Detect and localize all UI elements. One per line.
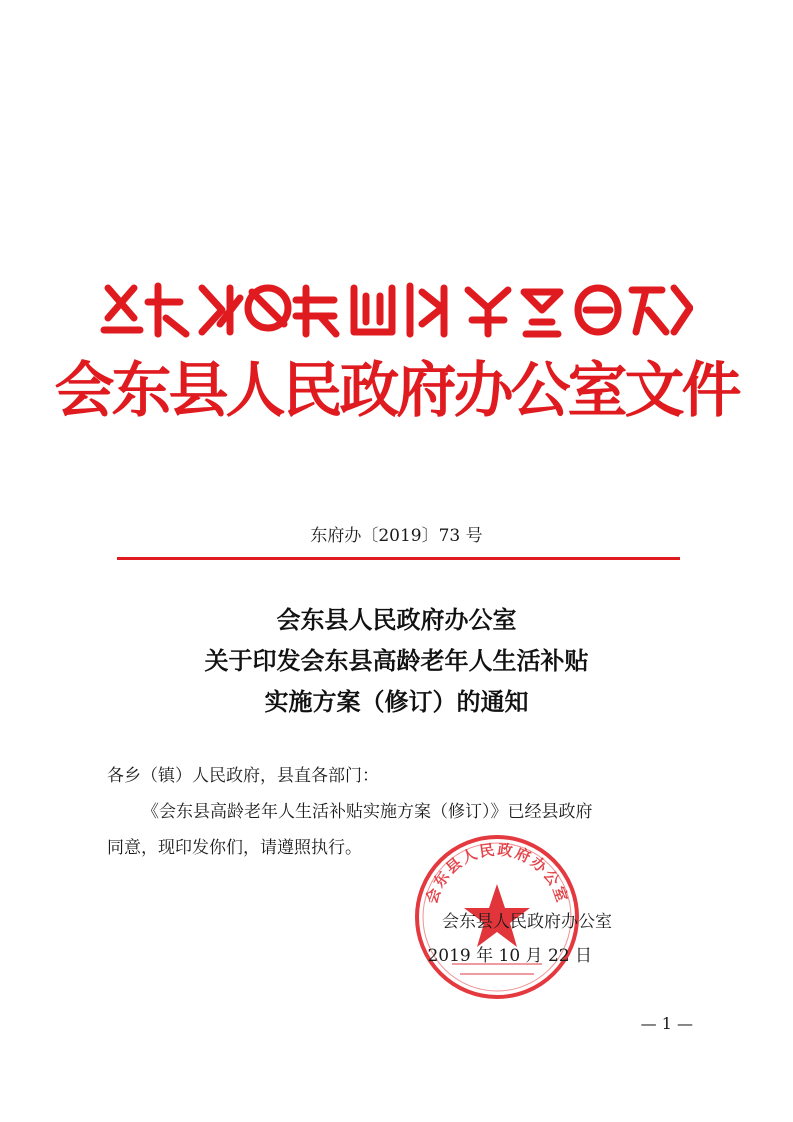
header-yi-script: [100, 278, 693, 342]
notice-title-line-1: 会东县人民政府办公室: [276, 606, 517, 634]
notice-title-line-3: 实施方案（修订）的通知: [264, 688, 529, 716]
notice-title: [0, 600, 793, 723]
svg-text:会东县人民政府办公室: 会东县人民政府办公室: [422, 840, 572, 907]
body-line-2: 同意，现印发你们，请遵照执行。: [107, 838, 362, 858]
salutation: 各乡（镇）人民政府，县直各部门：: [107, 766, 379, 786]
red-divider-line: [117, 557, 680, 560]
notice-title-line-2: 关于印发会东县高龄老年人生活补贴: [204, 647, 589, 675]
page-number: — 1 —: [640, 1014, 693, 1033]
body-line-1: 《会东县高龄老年人生活补贴实施方案（修订）》已经县政府: [142, 802, 593, 822]
document-number: 东府办〔2019〕73 号: [310, 526, 483, 546]
signer-organization: 会东县人民政府办公室: [442, 912, 612, 932]
header-title: 会东县人民政府办公室文件: [54, 356, 739, 426]
signing-date: 2019 年 10 月 22 日: [427, 946, 592, 966]
